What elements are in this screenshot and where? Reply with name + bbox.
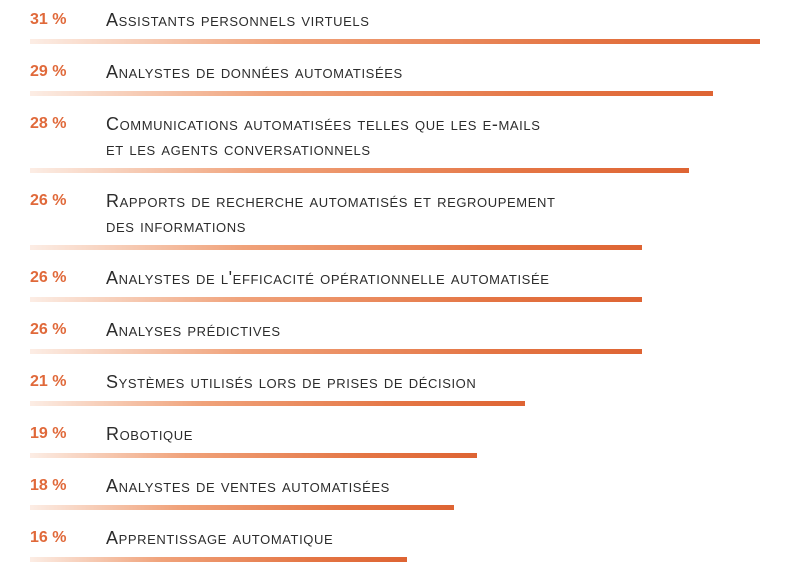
value-label: 16 % — [30, 529, 67, 546]
bar — [30, 557, 407, 562]
bar — [30, 39, 760, 44]
category-label-line: Analystes de données automatisées — [106, 62, 403, 82]
bar — [30, 168, 689, 173]
value-label: 18 % — [30, 477, 67, 494]
category-label-line: des informations — [106, 216, 247, 236]
bar — [30, 297, 642, 302]
bar — [30, 401, 525, 406]
category-label-line: Systèmes utilisés lors de prises de décision — [106, 372, 477, 392]
category-label-line: Apprentissage automatique — [106, 528, 334, 548]
bar — [30, 349, 642, 354]
category-label-line: Rapports de recherche automatisés et regroupement — [106, 191, 556, 211]
category-label — [106, 189, 706, 239]
category-label — [106, 422, 706, 447]
bar — [30, 245, 642, 250]
category-label-line: Robotique — [106, 424, 194, 444]
category-label-line: Communications automatisées telles que les e-mails — [106, 114, 541, 134]
category-label-line: Assistants personnels virtuels — [106, 10, 370, 30]
value-label: 21 % — [30, 373, 67, 390]
category-label — [106, 60, 706, 85]
value-label: 19 % — [30, 425, 67, 442]
category-label-line: Analystes de ventes automatisées — [106, 476, 390, 496]
category-label-line: et les agents conversationnels — [106, 139, 371, 159]
category-label — [106, 112, 706, 162]
category-label — [106, 266, 706, 291]
value-label: 26 % — [30, 321, 67, 338]
value-label: 31 % — [30, 11, 67, 28]
category-label — [106, 370, 706, 395]
value-label: 26 % — [30, 269, 67, 286]
bar — [30, 453, 477, 458]
category-label — [106, 526, 706, 551]
value-label: 28 % — [30, 115, 67, 132]
value-label: 26 % — [30, 192, 67, 209]
value-label: 29 % — [30, 63, 67, 80]
bar — [30, 91, 713, 96]
category-label — [106, 8, 706, 33]
category-label — [106, 474, 706, 499]
category-label-line: Analystes de l'efficacité opérationnelle automatisée — [106, 268, 550, 288]
category-label-line: Analyses prédictives — [106, 320, 281, 340]
bar — [30, 505, 454, 510]
category-label — [106, 318, 706, 343]
